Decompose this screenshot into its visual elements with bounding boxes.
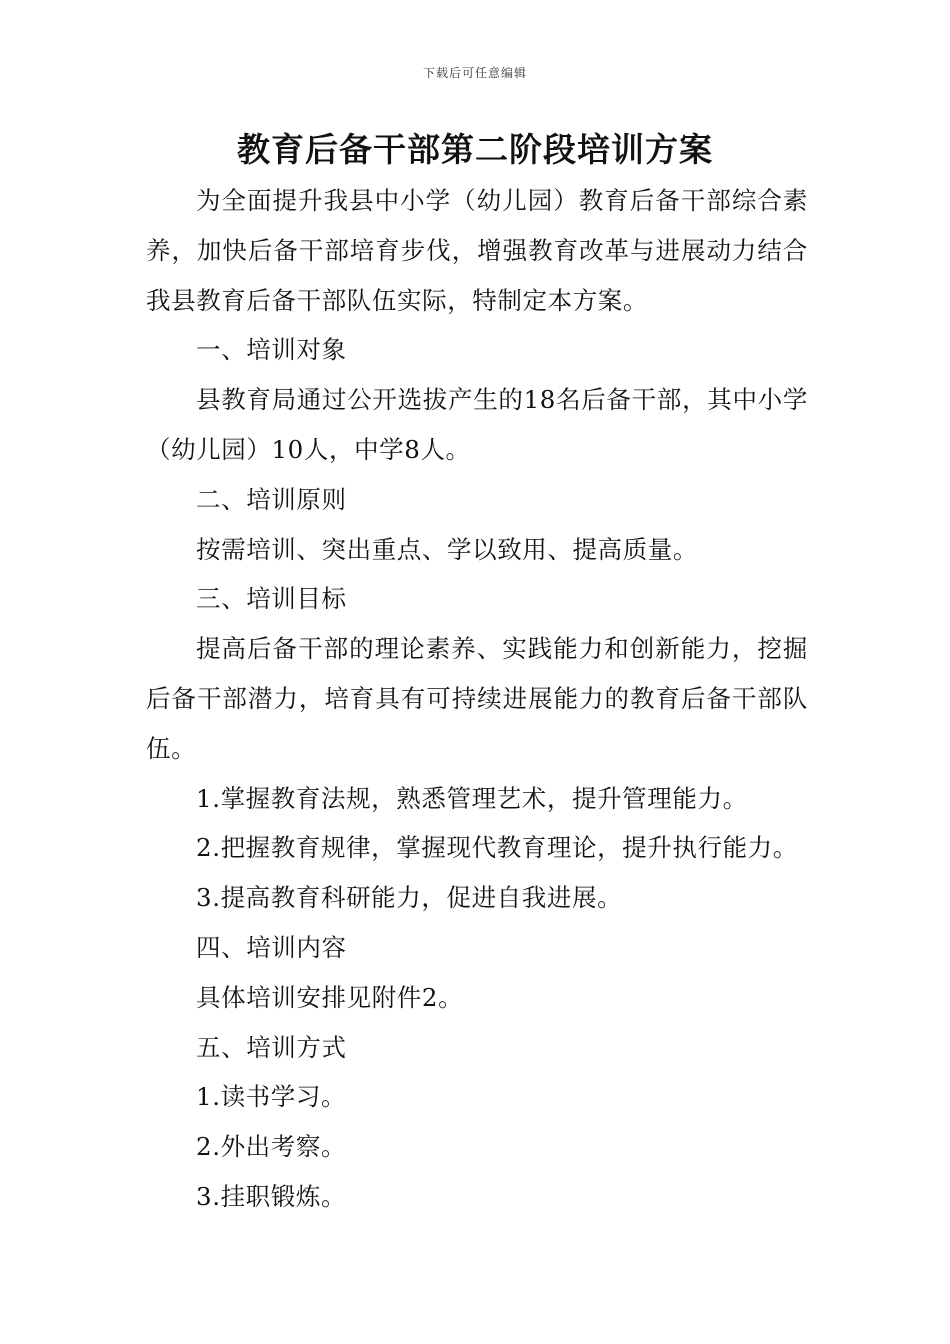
intro-paragraph: 为全面提升我县中小学（幼儿园）教育后备干部综合素养，加快后备干部培育步伐，增强教育改革与进展动力结合我县教育后备干部队伍实际，特制定本方案。	[146, 186, 808, 315]
section-heading-goals: 三、培训目标	[196, 584, 347, 614]
goals-paragraph: 提高后备干部的理论素养、实践能力和创新能力，挖掘后备干部潜力，培育具有可持续进展能力的教育后备干部队伍。	[146, 634, 808, 763]
section-heading-methods: 五、培训方式	[196, 1032, 347, 1062]
document-body	[146, 176, 808, 1222]
principles-paragraph: 按需培训、突出重点、学以致用、提高质量。	[196, 534, 698, 564]
content-paragraph: 具体培训安排见附件2。	[196, 982, 464, 1012]
section-heading-content: 四、培训内容	[196, 932, 347, 962]
document-title: 教育后备干部第二阶段培训方案	[237, 130, 713, 169]
targets-paragraph: 县教育局通过公开选拔产生的18名后备干部，其中小学（幼儿园）10人，中学8人。	[146, 385, 808, 464]
method-item-1: 1.读书学习。	[196, 1082, 347, 1112]
method-item-2: 2.外出考察。	[196, 1132, 347, 1162]
goal-item-1: 1.掌握教育法规，熟悉管理艺术，提升管理能力。	[196, 783, 748, 813]
method-item-3: 3.挂职锻炼。	[196, 1181, 347, 1211]
header-note: 下载后可任意编辑	[422, 66, 527, 80]
section-heading-principles: 二、培训原则	[196, 484, 347, 514]
goal-item-3: 3.提高教育科研能力，促进自我进展。	[196, 883, 623, 913]
goal-item-2: 2.把握教育规律，掌握现代教育理论，提升执行能力。	[196, 833, 798, 863]
section-heading-targets: 一、培训对象	[196, 335, 347, 365]
